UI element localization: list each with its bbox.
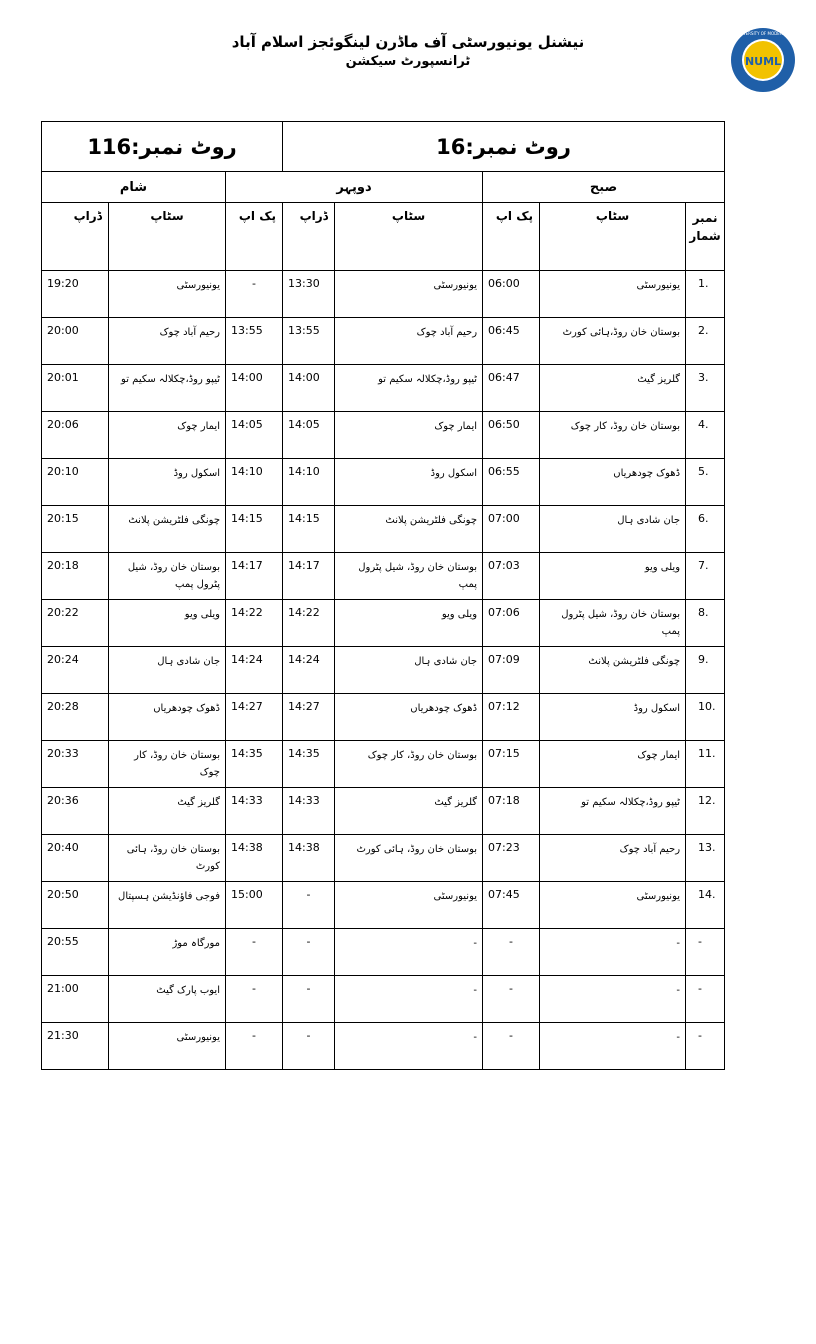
route-116-header: روٹ نمبر:116 xyxy=(42,122,283,172)
morning-stop: ٹیپو روڈ،چکلالہ سکیم تو xyxy=(540,788,686,835)
route-16-header: روٹ نمبر:16 xyxy=(283,122,725,172)
noon-stop: - xyxy=(335,976,483,1023)
serial-number: 10. xyxy=(686,694,725,741)
morning-stop: ویلی ویو xyxy=(540,553,686,600)
noon-stop: - xyxy=(335,1023,483,1070)
evening-stop: ایوب پارک گیٹ xyxy=(109,976,226,1023)
noon-stop: رحیم آباد چوک xyxy=(335,318,483,365)
morning-pickup-time: 07:09 xyxy=(483,647,540,694)
serial-number: 3. xyxy=(686,365,725,412)
morning-stop: جان شادی ہال xyxy=(540,506,686,553)
noon-pickup-time: 14:17 xyxy=(226,553,283,600)
noon-drop-time: 14:17 xyxy=(283,553,335,600)
table-row xyxy=(42,1023,725,1070)
table-row xyxy=(42,412,725,459)
noon-drop-time: 14:33 xyxy=(283,788,335,835)
table-row xyxy=(42,647,725,694)
evening-stop: ڈھوک چودھریاں xyxy=(109,694,226,741)
noon-stop: بوستان خان روڈ، کار چوک xyxy=(335,741,483,788)
section-name: ٹرانسپورٹ سیکشن xyxy=(345,54,471,69)
morning-pickup-time: 07:03 xyxy=(483,553,540,600)
noon-stop: ویلی ویو xyxy=(335,600,483,647)
page-header xyxy=(0,32,816,72)
col-noon-pickup: پک اپ xyxy=(226,203,283,271)
evening-drop-time: 20:01 xyxy=(42,365,109,412)
morning-pickup-time: - xyxy=(483,929,540,976)
noon-pickup-time: 14:24 xyxy=(226,647,283,694)
noon-stop: گلریز گیٹ xyxy=(335,788,483,835)
morning-pickup-time: 07:06 xyxy=(483,600,540,647)
evening-drop-time: 20:15 xyxy=(42,506,109,553)
noon-stop: اسکول روڈ xyxy=(335,459,483,506)
serial-number: 7. xyxy=(686,553,725,600)
serial-number: 4. xyxy=(686,412,725,459)
serial-number: 9. xyxy=(686,647,725,694)
logo-monogram: NUML xyxy=(744,55,782,68)
evening-stop: بوستان خان روڈ، شیل پٹرول پمپ xyxy=(109,553,226,600)
morning-pickup-time: 07:00 xyxy=(483,506,540,553)
col-morning-pickup: پک اپ xyxy=(483,203,540,271)
noon-drop-time: 14:10 xyxy=(283,459,335,506)
col-evening-stop: سٹاپ xyxy=(109,203,226,271)
evening-stop: ویلی ویو xyxy=(109,600,226,647)
morning-stop: چونگی فلٹریشن پلانٹ xyxy=(540,647,686,694)
morning-stop: ڈھوک چودھریاں xyxy=(540,459,686,506)
morning-pickup-time: 06:00 xyxy=(483,271,540,318)
noon-pickup-time: - xyxy=(226,976,283,1023)
evening-stop: یونیورسٹی xyxy=(109,1023,226,1070)
serial-number: - xyxy=(686,929,725,976)
noon-pickup-time: 15:00 xyxy=(226,882,283,929)
table-row xyxy=(42,271,725,318)
morning-stop: بوستان خان روڈ، شیل پٹرول پمپ xyxy=(540,600,686,647)
noon-drop-time: - xyxy=(283,929,335,976)
evening-stop: جان شادی ہال xyxy=(109,647,226,694)
evening-stop: ایمار چوک xyxy=(109,412,226,459)
noon-drop-time: - xyxy=(283,976,335,1023)
morning-stop: یونیورسٹی xyxy=(540,271,686,318)
noon-pickup-time: 14:10 xyxy=(226,459,283,506)
noon-pickup-time: 14:35 xyxy=(226,741,283,788)
noon-stop: - xyxy=(335,929,483,976)
serial-number: 5. xyxy=(686,459,725,506)
noon-stop: بوستان خان روڈ، شیل پٹرول پمپ xyxy=(335,553,483,600)
morning-stop: اسکول روڈ xyxy=(540,694,686,741)
noon-stop: یونیورسٹی xyxy=(335,271,483,318)
evening-drop-time: 21:30 xyxy=(42,1023,109,1070)
morning-stop: ایمار چوک xyxy=(540,741,686,788)
noon-pickup-time: 14:22 xyxy=(226,600,283,647)
morning-pickup-time: 07:45 xyxy=(483,882,540,929)
table-row xyxy=(42,365,725,412)
noon-pickup-time: 14:15 xyxy=(226,506,283,553)
evening-drop-time: 19:20 xyxy=(42,271,109,318)
table-row xyxy=(42,929,725,976)
col-noon-stop: سٹاپ xyxy=(335,203,483,271)
table-row xyxy=(42,882,725,929)
noon-drop-time: 14:24 xyxy=(283,647,335,694)
morning-stop: - xyxy=(540,1023,686,1070)
noon-pickup-time: - xyxy=(226,271,283,318)
evening-drop-time: 20:24 xyxy=(42,647,109,694)
serial-number: - xyxy=(686,1023,725,1070)
noon-drop-time: 14:35 xyxy=(283,741,335,788)
morning-pickup-time: 06:47 xyxy=(483,365,540,412)
logo-ring-text: NATIONAL UNIVERSITY OF MODERN LANGUAGES xyxy=(714,31,812,36)
evening-drop-time: 20:18 xyxy=(42,553,109,600)
table-row xyxy=(42,506,725,553)
noon-drop-time: 14:27 xyxy=(283,694,335,741)
period-noon: دوپہر xyxy=(226,172,483,203)
noon-drop-time: 14:22 xyxy=(283,600,335,647)
table-row xyxy=(42,835,725,882)
table-row xyxy=(42,553,725,600)
evening-drop-time: 20:06 xyxy=(42,412,109,459)
noon-stop: ڈھوک چودھریاں xyxy=(335,694,483,741)
noon-drop-time: 14:15 xyxy=(283,506,335,553)
table-row xyxy=(42,976,725,1023)
noon-drop-time: - xyxy=(283,1023,335,1070)
noon-drop-time: - xyxy=(283,882,335,929)
morning-pickup-time: 06:50 xyxy=(483,412,540,459)
noon-drop-time: 14:00 xyxy=(283,365,335,412)
serial-number: 8. xyxy=(686,600,725,647)
serial-number: 11. xyxy=(686,741,725,788)
morning-pickup-time: - xyxy=(483,976,540,1023)
evening-drop-time: 21:00 xyxy=(42,976,109,1023)
serial-number: 6. xyxy=(686,506,725,553)
period-evening: شام xyxy=(42,172,226,203)
morning-stop: بوستان خان روڈ، کار چوک xyxy=(540,412,686,459)
noon-pickup-time: 14:00 xyxy=(226,365,283,412)
schedule-rows xyxy=(42,271,725,1070)
university-seal-icon xyxy=(714,27,812,93)
evening-drop-time: 20:28 xyxy=(42,694,109,741)
evening-stop: چونگی فلٹریشن پلانٹ xyxy=(109,506,226,553)
table-row xyxy=(42,318,725,365)
noon-drop-time: 14:05 xyxy=(283,412,335,459)
serial-number: 12. xyxy=(686,788,725,835)
col-noon-drop: ڈراپ xyxy=(283,203,335,271)
morning-pickup-time: 07:18 xyxy=(483,788,540,835)
table-row xyxy=(42,694,725,741)
morning-stop: یونیورسٹی xyxy=(540,882,686,929)
table-row xyxy=(42,741,725,788)
noon-stop: یونیورسٹی xyxy=(335,882,483,929)
table-row xyxy=(42,788,725,835)
serial-number: - xyxy=(686,976,725,1023)
noon-stop: ٹیپو روڈ،چکلالہ سکیم تو xyxy=(335,365,483,412)
morning-pickup-time: 06:55 xyxy=(483,459,540,506)
morning-pickup-time: 07:23 xyxy=(483,835,540,882)
evening-stop: مورگاہ موڑ xyxy=(109,929,226,976)
evening-drop-time: 20:22 xyxy=(42,600,109,647)
noon-stop: جان شادی ہال xyxy=(335,647,483,694)
morning-pickup-time: - xyxy=(483,1023,540,1070)
serial-number: 1. xyxy=(686,271,725,318)
noon-pickup-time: 13:55 xyxy=(226,318,283,365)
evening-drop-time: 20:36 xyxy=(42,788,109,835)
evening-stop: بوستان خان روڈ، ہائی کورٹ xyxy=(109,835,226,882)
noon-stop: بوستان خان روڈ، ہائی کورٹ xyxy=(335,835,483,882)
serial-number: 13. xyxy=(686,835,725,882)
evening-stop: بوستان خان روڈ، کار چوک xyxy=(109,741,226,788)
morning-pickup-time: 07:15 xyxy=(483,741,540,788)
serial-number: 2. xyxy=(686,318,725,365)
morning-pickup-time: 06:45 xyxy=(483,318,540,365)
serial-number: 14. xyxy=(686,882,725,929)
noon-drop-time: 13:55 xyxy=(283,318,335,365)
morning-pickup-time: 07:12 xyxy=(483,694,540,741)
evening-drop-time: 20:10 xyxy=(42,459,109,506)
evening-stop: ٹیپو روڈ،چکلالہ سکیم تو xyxy=(109,365,226,412)
period-morning: صبح xyxy=(483,172,725,203)
col-morning-stop: سٹاپ xyxy=(540,203,686,271)
evening-stop: اسکول روڈ xyxy=(109,459,226,506)
evening-drop-time: 20:33 xyxy=(42,741,109,788)
evening-stop: یونیورسٹی xyxy=(109,271,226,318)
noon-pickup-time: 14:38 xyxy=(226,835,283,882)
table-row xyxy=(42,600,725,647)
morning-stop: گلریز گیٹ xyxy=(540,365,686,412)
morning-stop: - xyxy=(540,976,686,1023)
noon-stop: چونگی فلٹریشن پلانٹ xyxy=(335,506,483,553)
morning-stop: - xyxy=(540,929,686,976)
noon-drop-time: 14:38 xyxy=(283,835,335,882)
noon-pickup-time: - xyxy=(226,929,283,976)
noon-pickup-time: 14:33 xyxy=(226,788,283,835)
morning-stop: رحیم آباد چوک xyxy=(540,835,686,882)
noon-pickup-time: 14:05 xyxy=(226,412,283,459)
evening-drop-time: 20:55 xyxy=(42,929,109,976)
noon-drop-time: 13:30 xyxy=(283,271,335,318)
col-serial: نمبر شمار xyxy=(686,203,725,271)
transport-schedule-table xyxy=(41,121,725,1070)
morning-stop: بوستان خان روڈ،ہائی کورٹ xyxy=(540,318,686,365)
noon-stop: ایمار چوک xyxy=(335,412,483,459)
noon-pickup-time: 14:27 xyxy=(226,694,283,741)
col-evening-drop: ڈراپ xyxy=(42,203,109,271)
evening-stop: گلریز گیٹ xyxy=(109,788,226,835)
evening-drop-time: 20:50 xyxy=(42,882,109,929)
table-row xyxy=(42,459,725,506)
evening-stop: فوجی فاؤنڈیشن ہسپتال xyxy=(109,882,226,929)
university-name: نیشنل یونیورسٹی آف ماڈرن لینگوئجز اسلام آباد xyxy=(231,33,585,51)
evening-drop-time: 20:40 xyxy=(42,835,109,882)
evening-drop-time: 20:00 xyxy=(42,318,109,365)
evening-stop: رحیم آباد چوک xyxy=(109,318,226,365)
noon-pickup-time: - xyxy=(226,1023,283,1070)
